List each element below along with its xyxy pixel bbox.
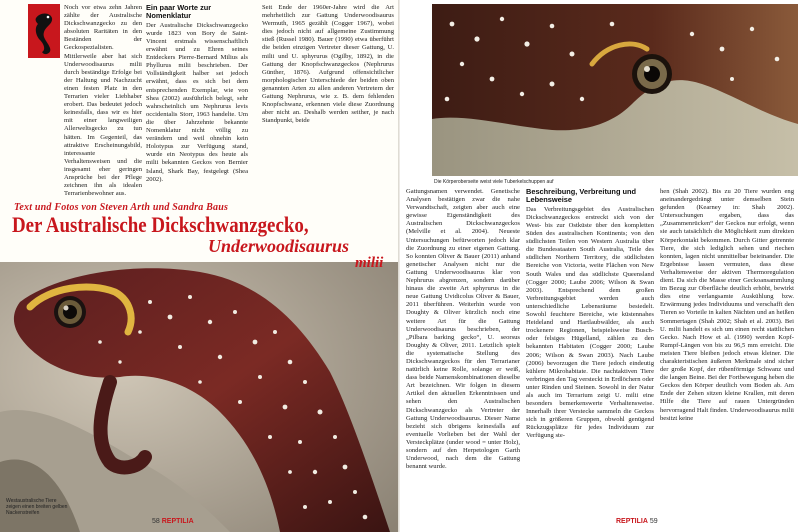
gecko-photo-left	[0, 262, 400, 532]
intro-text: Noch vor etwa zehn Jahren zählte der Australische Dickschwanzgecko zu den absoluten Raritäten in den Beständen der Geckospezialisten. Mittlerweile aber hat sich Underwoodisaurus milii durch beständige Erfolge bei der Haltung und Nachzucht einen festen Platz in den Terrarien vieler Liebhaber erobert. Das bedeutet jedoch keinesfalls, dass wir es hier mit einer langweiligen Allerweltsgecko zu tun hätten. Im Gegenteil, das attraktive Erscheinungsbild, interessante Verhaltensweisen und die insgesamt eher geringen Ansprüche bei der Pflege zeichnen ihn als idealen Terrarienbewohner aus.	[64, 4, 142, 198]
intro-text-cont	[4, 61, 142, 199]
right-page	[400, 0, 800, 532]
page-folio-left	[152, 518, 194, 525]
sidebar-text: Der Australische Dickschwanzgecko wurde 1823 von Bory de Saint-Vincent erstmals wissenschaftlich erwähnt und zu Ehren seines Entdeckers Pierre-Bernard Milius als Phyllurus milii beschrieben. Der Vollständigkeit halber sei jedoch erwähnt, dass es sich bei dem entsprechenden Exemplar, wie von Shea (2002) ausführlich belegt, sehr wahrscheinlich um Nephrurus levis occidentalis Storr, 1963 handelte. Um die über Jahrzehnte bekannte Nomenklatur nicht völlig zu verändern und weil ohnehin kein Holotypus zur Verfügung stand, wurde ein Neotypus des heute als milii bekannten Geckos von Bernier Island, Shark Bay, festgelegt (Shea 2002).	[146, 21, 248, 183]
nomenclature-sidebar	[146, 4, 248, 194]
sidebar-heading: Ein paar Worte zur Nomenklatur	[146, 4, 212, 21]
article-title-genus: Underwoodisaurus	[208, 236, 350, 256]
page-number-right: 59	[649, 518, 658, 525]
text-column-1: Gattungsnamen verwendet. Genetische Analysen bestätigen zwar die nahe Verwandtschaft, zeigten aber auch eine gewisse Eigenständigkeit des Australischen Dickschwanzgeckos (Melville et al. 2004). Neueste Untersuchungen befürworten jedoch klar die Zuordnung zu einer eigenen Gattung. So konnten Oliver & Bauer (2011) anhand genetischer Analysen nicht nur die Gattung Underwoodisaurus klar von Nephrurus abgrenzen, sondern darüber hinaus die zweite Art sphyrurus in die neue Gattung Uvidicolus Oliver & Bauer, 2011 überführen. Weiterhin wurde von Doughty & Oliver kürzlich noch eine weitere Art für die Gattung Underwoodisaurus beschrieben, der „Pilbara barking gecko“, U. seorsus Doughty & Oliver, 2011. Letztlich spielt die systematische Stellung des Dickschwanzgeckos für den Terrarianer natürlich keine Rolle, solange er weiß, dass beide Namenskombinationen dieselbe Art bezeichnen. Wir folgen in diesem Artikel den aktuellen Erkenntnissen und sehen den Australischen Dickschwanzgecko als Vertreter der Gattung Underwoodisaurus. Dieser Name bezieht sich übrigens keinesfalls auf eventuelle Vorlieben bei der Wahl der Versteckplätze (under wood = unter Holz), sondern auf den Herpetologen Garth Underwood, nach dem die Gattung benannt wurde.	[406, 188, 520, 471]
gecko-silhouette-icon	[28, 4, 60, 58]
photo-caption-right: Die Körperoberseite weist viele Tuberkelschuppen auf	[434, 179, 554, 185]
page-number-left: 58	[152, 518, 160, 525]
photo-caption-left: Westaustralische Tiere zeigen einen breiten gelben Nackenstreifen	[6, 498, 68, 516]
text-column-3: hen (Shah 2002). Bis zu 20 Tiere wurden eng aneinandergedrängt unter demselben Stein gefunden (Kearney in: Shah 2002). Untersuchungen ergaben, dass das „Zusammenrücken“ der Geckos nur erfolgt, wenn sie auch tatsächlich die Möglichkeit zum direkten Körperkontakt bekommen. Durch Gitter getrennte Tiere, die sich lediglich sehen und riechen konnten, lagen nicht unmittelbar beieinander. Die Ergebnisse lassen vermuten, dass diese Verhaltensweise der aktiven Thermoregulation dient. Da sich die Masse einer Geckoansammlung im Bezug zur Oberfläche deutlich erhöht, bewirkt dies eine verlangsamte Auskühlung bzw. Erwärmung jedes Individuums und verschafft den Tieren so Vorteile in kalten Nächten und an heißen Sommertagen (Shah 2002; Shah et al. 2003). Bei U. milii handelt es sich um einen recht stattlichen Gecko. Nach How et al. (1990) werden Kopf-Rumpf-Längen von bis zu 96,5 mm erreicht. Die meisten Tiere bleiben jedoch etwas kleiner. Die charakteristischen äußeren Merkmale sind sicher der große Kopf, der rübenförmige Schwanz und die langen Beine. Bei der Fortbewegung heben die Geckos den Körper deutlich vom Boden ab. Am Ende der Zehen sitzen kleine Krallen, mit deren Hilfe die Tiere auf rauen Untergründen hervorragend Halt finden. Underwoodisaurus milii besitzt keine	[660, 188, 794, 422]
section-logo	[28, 4, 60, 58]
magazine-name-left: REPTILIA	[161, 518, 194, 525]
page-folio-right	[616, 518, 658, 525]
section-heading-distribution: Beschreibung, Verbreitung und Lebensweise	[526, 188, 637, 205]
nomenclature-column: Seit Ende der 1960er-Jahre wird die Art mehrheitlich zur Gattung Underwoodisaurus Wermuth, 1965 gezählt (Cogger 1967), wobei dies jedoch nicht auf allgemeine Zustimmung stieß (Russel 1980). Bauer (1990) etwa überführt die beiden einzigen Vertreter dieser Gattung, U. milii und U. sphyrurus (Ogilby, 1892), in die Gattung der Knopfschwanzgeckos (Nephrurus Günther, 1876). Aufgrund offensichtlicher morphologischer Unterschiede der beiden oben genannten Arten zu allen anderen Vertretern der Gattung Nephrurus, wie z. B. dem fehlenden Knopfschwanz, erkennen viele diese Zuordnung aber nicht an. Deshalb werden seither, je nach Standpunkt, beide	[262, 4, 394, 125]
article-title: Der Australische Dickschwanzgecko,	[12, 212, 309, 237]
article-title-species: milii	[355, 255, 384, 271]
magazine-name-right: REPTILIA	[616, 518, 648, 525]
text-column-2: Beschreibung, Verbreitung und Lebensweise Das Verbreitungsgebiet des Australischen Dickschwanzgeckos erstreckt sich von der West- bis zur Ostküste über den kompletten Süden des australischen Kontinents; von den südlichsten Teilen von Western Australia über die Bundesstaaten South Australia, Teile des südlichen Northern Territory, die südlichsten Bereiche von Victoria, weite Flächen von New South Wales und das südlichste Queensland (Cogger 2000; Laube 2006; Wilson & Swan 2003). Entsprechend dem großen Verbreitungsgebiet werden auch unterschiedliche Lebensräume besiedelt. Sowohl feuchtere Bereiche, wie küstennahes Heideland und Hartlaubwälder, als auch trockenere Regionen, beispielsweise Busch- oder felsiges Hügelland, zählen zu den bekannten Habitaten (Cogger 2000; Laube 2006; Wilson & Swan 2003). Nach Laube (2006) bevorzugen die Tiere jedoch eindeutig kühlere Mikrohabitate. Die nachtaktiven Tiere verbringen den Tag versteckt in Erdlöchern oder unter Rinden und Steinen. Sowohl in der Natur als auch im Terrarium zeigt U. milii eine besonders bemerkenswerte Verhaltensweise. Innerhalb ihrer Verstecke sammeln die Geckos sich in größeren Gruppen, obwohl genügend Rückzugsplätze für jedes Individuum zur Verfügung ste-	[526, 188, 654, 440]
byline: Text und Fotos von Steven Arth und Sandra Baus	[14, 202, 229, 213]
gecko-photo-right	[432, 4, 798, 176]
